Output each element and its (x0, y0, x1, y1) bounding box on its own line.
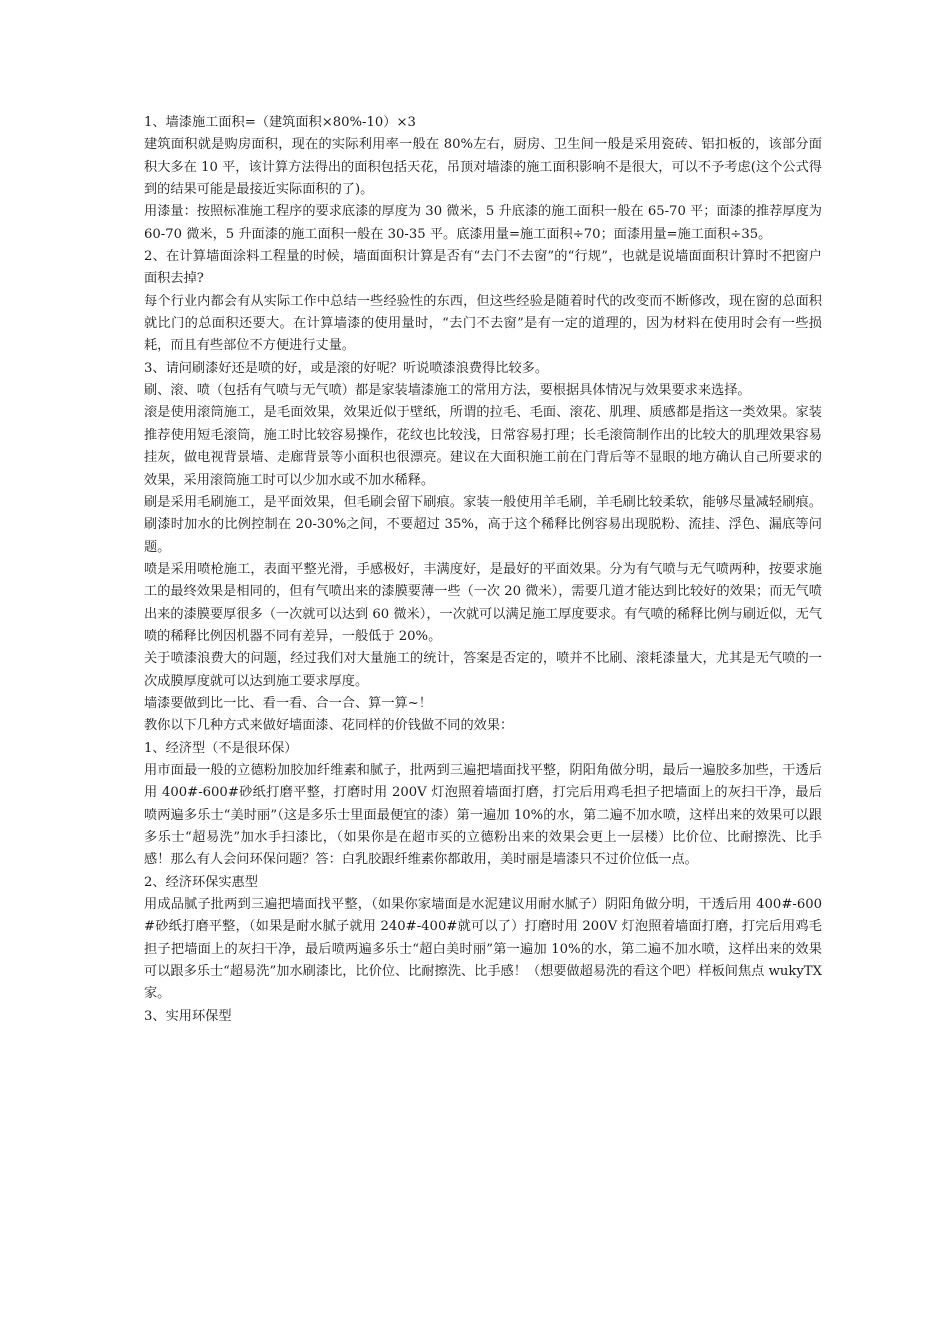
paragraph-spray-waste: 关于喷漆浪费大的问题，经过我们对大量施工的统计，答案是否定的，喷并不比刷、滚耗漆量大，尤其是无气喷的一次成膜厚度就可以达到施工要求厚度。 (144, 651, 822, 689)
heading-brush-or-spray: 3、请问刷漆好还是喷的好，或是滚的好呢？听说喷漆浪费得比较多。 (144, 360, 549, 376)
heading-wall-paint-area-formula: 1、墙漆施工面积=（建筑面积×80%-10）×3 (144, 115, 416, 130)
heading-economy-type: 1、经济型（不是很环保） (144, 740, 298, 756)
heading-door-window-rule: 2、在计算墙面涂料工程量的时候，墙面面积计算是否有“去门不去窗”的“行规”，也就是说墙面面积计算时不把窗户面积去掉? (144, 249, 822, 287)
paragraph-spray: 喷是采用喷枪施工，表面平整光滑，手感极好，丰满度好，是最好的平面效果。分为有气喷与无气喷两种，按要求施工的最终效果是相同的，但有气喷出来的漆膜要薄一些（一次 20 微米），需要几道才能达到比较好的效果；而无气喷出来的漆膜要厚很多（一次就可以达到 60 微米），一次就可以满足施工厚度要求。有气喷的稀释比例与刷近似，无气喷的稀释比例因机器不同有差异，一般低于 20%。 (144, 561, 822, 644)
heading-practical-eco-type: 3、实用环保型 (144, 1008, 232, 1024)
paragraph-compare: 墙漆要做到比一比、看一看、合一合、算一算~！ (144, 695, 432, 711)
document-body (144, 112, 822, 1028)
paragraph-brush: 刷是采用毛刷施工，是平面效果，但毛刷会留下刷痕。家装一般使用羊毛刷，羊毛刷比较柔软，能够尽量减轻刷痕。刷漆时加水的比例控制在 20-30%之间，不要超过 35%，高于这个稀释比例容易出现脱粉、流挂、浮色、漏底等问题。 (144, 494, 822, 555)
paragraph-economy-type: 用市面最一般的立德粉加胶加纤维素和腻子，批两到三遍把墙面找平整，阴阳角做分明，最后一遍胶多加些，干透后用 400#-600#砂纸打磨平整，打磨时用 200V 灯泡照着墙面打磨，打完后用鸡毛担子把墙面上的灰扫干净，最后喷两遍多乐士“美时丽”（这是多乐士里面最便宜的漆）第一遍加 10%的水，第二遍不加水喷，这样出来的效果可以跟多乐士“超易洗”加水手扫漆比，（如果你是在超市买的立德粉出来的效果会更上一层楼）比价位、比耐擦洗、比手感！那么有人会问环保问题？答：白乳胶跟纤维素你都敢用，美时丽是墙漆只不过价位低一点。 (144, 762, 822, 868)
paragraph-building-area: 建筑面积就是购房面积，现在的实际利用率一般在 80%左右，厨房、卫生间一般是采用瓷砖、铝扣板的，该部分面积大多在 10 平，该计算方法得出的面积包括天花，吊顶对墙漆的施工面积影响不是很大，可以不予考虑(这个公式得到的结果可能是最接近实际面积的了)。 (144, 137, 822, 198)
heading-economy-eco-type: 2、经济环保实惠型 (144, 874, 258, 890)
paragraph-paint-usage: 用漆量：按照标准施工程序的要求底漆的厚度为 30 微米，5 升底漆的施工面积一般在 65-70 平；面漆的推荐厚度为 60-70 微米，5 升面漆的施工面积一般在 30-35 平。底漆用量=施工面积÷70；面漆用量=施工面积÷35。 (144, 204, 822, 242)
paragraph-methods-intro: 教你以下几种方式来做好墙面漆、花同样的价钱做不同的效果： (144, 718, 514, 734)
paragraph-economy-eco-type: 用成品腻子批两到三遍把墙面找平整，（如果你家墙面是水泥建议用耐水腻子）阴阳角做分明，干透后用 400#-600#砂纸打磨平整，（如果是耐水腻子就用 240#-400#就可以了）打磨时用 200V 灯泡照着墙面打磨，打完后用鸡毛担子把墙面上的灰扫干净，最后喷两遍多乐士“超白美时丽”第一遍加 10%的水，第二遍不加水喷，这样出来的效果可以跟多乐士“超易洗”加水刷漆比，比价位、比耐擦洗、比手感！（想要做超易洗的看这个吧）样板间焦点 wukyTX 家。 (144, 897, 822, 1002)
paragraph-industry-experience: 每个行业内都会有从实际工作中总结一些经验性的东西，但这些经验是随着时代的改变而不断修改，现在窗的总面积就比门的总面积还要大。在计算墙漆的使用量时，“去门不去窗”是有一定的道理的，因为材料在使用时会有一些损耗，而且有些部位不方便进行丈量。 (144, 293, 822, 354)
paragraph-roller: 滚是使用滚筒施工，是毛面效果，效果近似于壁纸，所谓的拉毛、毛面、滚花、肌理、质感都是指这一类效果。家装推荐使用短毛滚筒，施工时比较容易操作，花纹也比较浅，日常容易打理；长毛滚筒制作出的比较大的肌理效果容易挂灰，做电视背景墙、走廊背景等小面积也很漂亮。建议在大面积施工前在门背后等不显眼的地方确认自己所要求的效果，采用滚筒施工时可以少加水或不加水稀释。 (144, 405, 822, 488)
paragraph-methods-overview: 刷、滚、喷（包括有气喷与无气喷）都是家装墙漆施工的常用方法，要根据具体情况与效果要求来选择。 (144, 383, 751, 399)
